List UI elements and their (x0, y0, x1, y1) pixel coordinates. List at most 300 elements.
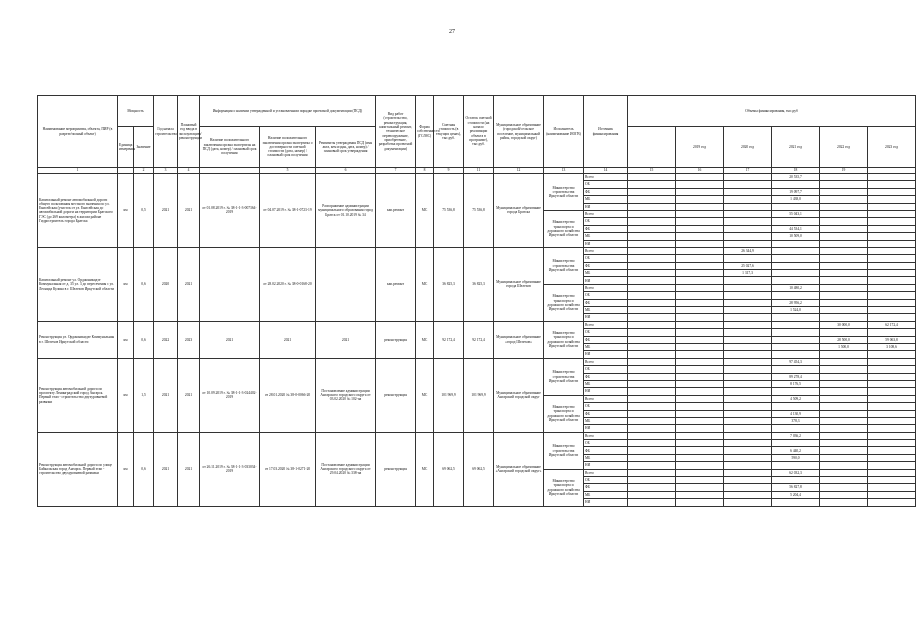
funding-value: 59 063,8 (868, 336, 916, 343)
funding-value (868, 417, 916, 424)
work-type: реконструкция (376, 432, 416, 506)
funding-source: НИ (584, 425, 628, 432)
column-number: 4 (178, 168, 200, 174)
funding-source: ОБ (584, 366, 628, 373)
executor: Министерство транспорта и дорожного хозяйства Иркутской области (544, 284, 584, 321)
funding-value (724, 292, 772, 299)
funding-value (772, 425, 820, 432)
capacity-value: 0,6 (134, 247, 154, 321)
funding-value (676, 388, 724, 395)
funding-value (820, 307, 868, 314)
ownership-form: МС (416, 432, 434, 506)
column-number: 7 (376, 168, 416, 174)
funding-value (676, 351, 724, 358)
funding-value (868, 410, 916, 417)
column-number: 18 (772, 168, 820, 174)
funding-blank (628, 321, 676, 328)
funding-blank (628, 417, 676, 424)
funding-value: 1 500,0 (820, 343, 868, 350)
funding-value (820, 255, 868, 262)
funding-value: 44 534,1 (772, 225, 820, 232)
funding-source: Всего (584, 174, 628, 181)
header-blank (628, 127, 676, 168)
funding-value (676, 380, 724, 387)
funding-source: НИ (584, 314, 628, 321)
funding-value (676, 425, 724, 432)
column-number: 6 (316, 168, 376, 174)
estimated-cost: 69 062,5 (434, 432, 464, 506)
funding-value: 590,0 (772, 454, 820, 461)
funding-value (724, 203, 772, 210)
object-name: Реконструкция автомобильной дороги по проспекту Ленинградский город Ангарск. Первый этап - строительство двухуровневой развязки (38, 358, 118, 432)
funding-value (676, 292, 724, 299)
funding-value (724, 395, 772, 402)
header-year: 2023 год (868, 127, 916, 168)
table-row (38, 432, 916, 439)
funding-value (868, 174, 916, 181)
header-ownership: Форма собственности (ГС/МС) (416, 96, 434, 168)
funding-value (772, 314, 820, 321)
municipality: Муниципальное образование города Братска (494, 174, 544, 248)
funding-value (676, 462, 724, 469)
work-type: реконструкция (376, 321, 416, 358)
funding-value (820, 218, 868, 225)
funding-source: ФБ (584, 262, 628, 269)
funding-value (868, 247, 916, 254)
approval: Распоряжение администрации муниципального образования город Братск от 01.10.2019 № 34 (316, 174, 376, 248)
funding-blank (628, 469, 676, 476)
funding-value (868, 454, 916, 461)
work-type: кап.ремонт (376, 174, 416, 248)
remaining-cost: 36 825,3 (464, 247, 494, 321)
funding-value (772, 247, 820, 254)
funding-value (724, 284, 772, 291)
funding-value (676, 454, 724, 461)
funding-value (772, 292, 820, 299)
funding-value (820, 233, 868, 240)
funding-blank (628, 270, 676, 277)
funding-blank (628, 373, 676, 380)
header-expertise: Наличие положительного заключения органа экспертизы на ПСД (дата, номер) / плановый срок получения (200, 127, 260, 168)
funding-value (772, 336, 820, 343)
approval: Постановление администрации Ангарского городского округа от 03.02.2020 № 102-па (316, 358, 376, 432)
funding-blank (628, 314, 676, 321)
expertise (200, 247, 260, 321)
funding-value (868, 351, 916, 358)
funding-value (868, 358, 916, 365)
funding-value (676, 240, 724, 247)
funding-value (868, 307, 916, 314)
funding-value (676, 447, 724, 454)
funding-source: МБ (584, 454, 628, 461)
funding-value (676, 403, 724, 410)
funding-value (820, 262, 868, 269)
remaining-cost: 101 969,9 (464, 358, 494, 432)
funding-blank (628, 277, 676, 284)
funding-value (772, 203, 820, 210)
funding-value (868, 469, 916, 476)
funding-value (868, 432, 916, 439)
funding-value (820, 469, 868, 476)
funding-value (676, 395, 724, 402)
page-number: 27 (449, 29, 455, 35)
funding-value: 4 509,2 (772, 395, 820, 402)
funding-blank (628, 247, 676, 254)
funding-value (772, 351, 820, 358)
funding-value: 97 454,3 (772, 358, 820, 365)
funding-blank (628, 233, 676, 240)
object-name: Реконструкция автомобильной дороги по улице Байкальская город Ангарск. Первый этап - строительство двухуровневой развязки (38, 432, 118, 506)
header-name: Наименование мероприятия, объекта, ПИР (в разрезе/полный объект) (38, 96, 118, 168)
funding-value (676, 484, 724, 491)
header-year: 2019 год (676, 127, 724, 168)
funding-value (820, 388, 868, 395)
funding-value (820, 462, 868, 469)
column-number: 9 (434, 168, 464, 174)
funding-value (676, 358, 724, 365)
funding-value: 378,3 (772, 417, 820, 424)
municipality: Муниципальное образование Ангарский городской округ (494, 358, 544, 432)
funding-source: Всего (584, 210, 628, 217)
reliability: от 28.01.2020 № 38-0-0066-20 (260, 358, 316, 432)
capacity-value: 1,5 (134, 358, 154, 432)
table-row (38, 174, 916, 181)
funding-value (676, 469, 724, 476)
funding-value (724, 233, 772, 240)
funding-value (868, 181, 916, 188)
funding-source: Всего (584, 284, 628, 291)
header-executor: Исполнитель (наименование ИОГВ) (544, 96, 584, 168)
funding-value (868, 499, 916, 506)
funding-value (772, 181, 820, 188)
funding-blank (628, 395, 676, 402)
executor: Министерство транспорта и дорожного хозяйства Иркутской области (544, 395, 584, 432)
funding-value: 26 344,9 (724, 247, 772, 254)
funding-value (820, 174, 868, 181)
ownership-form: МС (416, 174, 434, 248)
funding-value: 55 043,1 (772, 210, 820, 217)
funding-source: ФБ (584, 447, 628, 454)
funding-source: Всего (584, 469, 628, 476)
reliability: от 04.07.2019 г. № 38-1-0723-19 (260, 174, 316, 248)
funding-blank (628, 210, 676, 217)
start-year: 2021 (154, 174, 178, 248)
funding-value (724, 388, 772, 395)
funding-source: ОБ (584, 292, 628, 299)
funding-value (724, 477, 772, 484)
funding-value (676, 321, 724, 328)
municipality: Муниципальное образование «город Шелехов» (494, 321, 544, 358)
funding-value (724, 425, 772, 432)
funding-value (820, 440, 868, 447)
funding-value (724, 440, 772, 447)
start-year: 2021 (154, 358, 178, 432)
start-year: 2022 (154, 321, 178, 358)
funding-value (868, 329, 916, 336)
funding-source: ОБ (584, 403, 628, 410)
funding-value (676, 247, 724, 254)
header-municipality: Муниципальное образование (городской/сельское поселение, муниципальный район, городской округ) (494, 96, 544, 168)
executor: Министерство транспорта и дорожного хозяйства Иркутской области (544, 321, 584, 358)
header-funding-volume: Объемы финансирования, тыс.руб (628, 96, 916, 127)
funding-value (724, 499, 772, 506)
column-number: 2 (134, 168, 154, 174)
funding-blank (628, 351, 676, 358)
funding-value (868, 425, 916, 432)
funding-blank (628, 196, 676, 203)
funding-value: 7 036,2 (772, 432, 820, 439)
funding-source: НИ (584, 351, 628, 358)
funding-value (676, 366, 724, 373)
header-doc-group: Информация о наличии утвержденной и установленном порядке проектной документации (ПСД) (200, 96, 376, 127)
funding-source: МБ (584, 233, 628, 240)
funding-blank (628, 440, 676, 447)
funding-value (868, 255, 916, 262)
funding-value (820, 351, 868, 358)
funding-value (820, 410, 868, 417)
header-unit: Единица измерения (118, 127, 134, 168)
funding-value (676, 174, 724, 181)
funding-value (772, 240, 820, 247)
funding-blank (628, 343, 676, 350)
funding-blank (628, 403, 676, 410)
funding-blank (628, 447, 676, 454)
funding-value (820, 432, 868, 439)
executor: Министерство транспорта и дорожного хозяйства Иркутской области (544, 210, 584, 247)
funding-value: 6 440,2 (772, 447, 820, 454)
work-type: реконструкция (376, 358, 416, 432)
funding-source: НИ (584, 499, 628, 506)
funding-value: 20 535,7 (772, 174, 820, 181)
funding-value (724, 314, 772, 321)
object-name: Капитальный ремонт ул. Орджоникидзе Коммунальная от д. 35 ул. 3 до пересечения с ул. Леонида Кулика в г. Шелехов Иркутской области (38, 247, 118, 321)
funding-value (868, 373, 916, 380)
expertise: от 01.08.2019 г. № 38-1-1-3-007364-2019 (200, 174, 260, 248)
header-year: 2020 год (724, 127, 772, 168)
funding-value (676, 440, 724, 447)
funding-value (820, 240, 868, 247)
executor: Министерство строительства Иркутской области (544, 432, 584, 469)
funding-value (724, 417, 772, 424)
funding-source: Всего (584, 358, 628, 365)
expertise: 2021 (200, 321, 260, 358)
funding-value (676, 432, 724, 439)
end-year: 2023 (178, 321, 200, 358)
column-number: 1 (38, 168, 118, 174)
funding-source: ОБ (584, 440, 628, 447)
funding-value (724, 410, 772, 417)
funding-source: МБ (584, 417, 628, 424)
funding-value (868, 218, 916, 225)
header-input-year: Плановый год ввода в эксплуатацию/реконструкции (178, 96, 200, 168)
header-capacity: Мощность (118, 96, 154, 127)
funding-value (676, 491, 724, 498)
funding-value (868, 270, 916, 277)
funding-value (676, 410, 724, 417)
funding-value (724, 454, 772, 461)
ownership-form: МС (416, 247, 434, 321)
column-number: 15 (628, 168, 676, 174)
column-number: 3 (154, 168, 178, 174)
funding-blank (628, 366, 676, 373)
funding-value (772, 403, 820, 410)
funding-value: 89 278,4 (772, 373, 820, 380)
funding-blank (628, 240, 676, 247)
funding-value (724, 196, 772, 203)
funding-value (820, 270, 868, 277)
funding-value (724, 491, 772, 498)
funding-source: ОБ (584, 329, 628, 336)
funding-value (820, 188, 868, 195)
unit: км (118, 247, 134, 321)
funding-value (868, 233, 916, 240)
unit: км (118, 358, 134, 432)
column-number: 8 (416, 168, 434, 174)
funding-source: ФБ (584, 336, 628, 343)
funding-value (724, 240, 772, 247)
end-year: 2021 (178, 247, 200, 321)
funding-value (724, 358, 772, 365)
funding-value: 28 956,2 (772, 299, 820, 306)
funding-blank (628, 188, 676, 195)
funding-value (868, 196, 916, 203)
unit: км (118, 432, 134, 506)
funding-value (724, 366, 772, 373)
reliability: от 17.03.2020 № 38-1-0271-20 (260, 432, 316, 506)
funding-source: ОБ (584, 477, 628, 484)
funding-source: НИ (584, 388, 628, 395)
funding-value (676, 417, 724, 424)
funding-value (724, 351, 772, 358)
funding-value (772, 321, 820, 328)
start-year: 2021 (154, 432, 178, 506)
funding-value (724, 218, 772, 225)
funding-value (820, 447, 868, 454)
estimated-cost: 36 825,3 (434, 247, 464, 321)
funding-value (772, 477, 820, 484)
funding-source: Всего (584, 321, 628, 328)
funding-value (868, 240, 916, 247)
funding-source: НИ (584, 240, 628, 247)
funding-source: ОБ (584, 218, 628, 225)
funding-value (724, 181, 772, 188)
funding-source: МБ (584, 270, 628, 277)
funding-value (676, 477, 724, 484)
funding-blank (628, 388, 676, 395)
funding-source: ФБ (584, 484, 628, 491)
header-reliability: Наличие положительного заключения органа экспертизы о достоверности сметной стоимости (дата, номер) / плановый срок получения (260, 127, 316, 168)
funding-value (820, 477, 868, 484)
table-row (38, 321, 916, 328)
funding-blank (628, 410, 676, 417)
funding-value (868, 277, 916, 284)
funding-value (820, 380, 868, 387)
executor: Министерство строительства Иркутской области (544, 358, 584, 395)
funding-value (676, 203, 724, 210)
funding-value: 56 827,8 (772, 484, 820, 491)
funding-blank (628, 307, 676, 314)
funding-source: ФБ (584, 373, 628, 380)
funding-value: 5 204,4 (772, 491, 820, 498)
ownership-form: МС (416, 321, 434, 358)
funding-value: 1 438,0 (772, 196, 820, 203)
funding-value (868, 210, 916, 217)
funding-source: ОБ (584, 181, 628, 188)
executor: Министерство транспорта и дорожного хозяйства Иркутской области (544, 469, 584, 506)
funding-value (868, 292, 916, 299)
funding-value (724, 343, 772, 350)
funding-value (676, 196, 724, 203)
remaining-cost: 92 172,4 (464, 321, 494, 358)
funding-value: 62 172,4 (868, 321, 916, 328)
funding-source: НИ (584, 203, 628, 210)
funding-value (724, 277, 772, 284)
funding-value (868, 491, 916, 498)
funding-value (724, 321, 772, 328)
funding-value (868, 440, 916, 447)
column-number: 17 (724, 168, 772, 174)
funding-value (676, 299, 724, 306)
funding-source: ОБ (584, 255, 628, 262)
funding-value (772, 343, 820, 350)
end-year: 2021 (178, 358, 200, 432)
funding-value (772, 270, 820, 277)
capacity-value: 0,5 (134, 174, 154, 248)
funding-source: ФБ (584, 225, 628, 232)
funding-value (724, 336, 772, 343)
header-row-top (38, 96, 916, 127)
funding-value (868, 462, 916, 469)
funding-value (676, 314, 724, 321)
funding-value (772, 277, 820, 284)
funding-value (868, 395, 916, 402)
funding-value (820, 277, 868, 284)
funding-value: 25 027,6 (724, 262, 772, 269)
funding-value (820, 491, 868, 498)
header-cost: Сметная стоимость (в текущих ценах), тыс.руб. (434, 96, 464, 168)
funding-value (772, 499, 820, 506)
funding-value (820, 181, 868, 188)
estimated-cost: 75 536,8 (434, 174, 464, 248)
funding-blank (628, 181, 676, 188)
estimated-cost: 92 172,4 (434, 321, 464, 358)
funding-value (868, 366, 916, 373)
funding-value (724, 403, 772, 410)
header-year: 2022 год (820, 127, 868, 168)
executor: Министерство строительства Иркутской области (544, 174, 584, 211)
funding-value (868, 314, 916, 321)
end-year: 2021 (178, 432, 200, 506)
funding-value (676, 233, 724, 240)
funding-source: НИ (584, 277, 628, 284)
funding-blank (628, 454, 676, 461)
header-value: Значение (134, 127, 154, 168)
funding-value (676, 307, 724, 314)
funding-value (820, 210, 868, 217)
work-type: кап.ремонт (376, 247, 416, 321)
unit: км (118, 174, 134, 248)
funding-value (820, 417, 868, 424)
funding-value: 30 000,0 (820, 321, 868, 328)
funding-blank (628, 484, 676, 491)
funding-blank (628, 255, 676, 262)
funding-value (676, 499, 724, 506)
funding-value (820, 314, 868, 321)
program-table (37, 95, 916, 507)
column-number: 16 (676, 168, 724, 174)
header-remaining: Остаток сметной стоимости (на начало реализации объекта в программе), тыс.руб. (464, 96, 494, 168)
header-year: 2021 год (772, 127, 820, 168)
